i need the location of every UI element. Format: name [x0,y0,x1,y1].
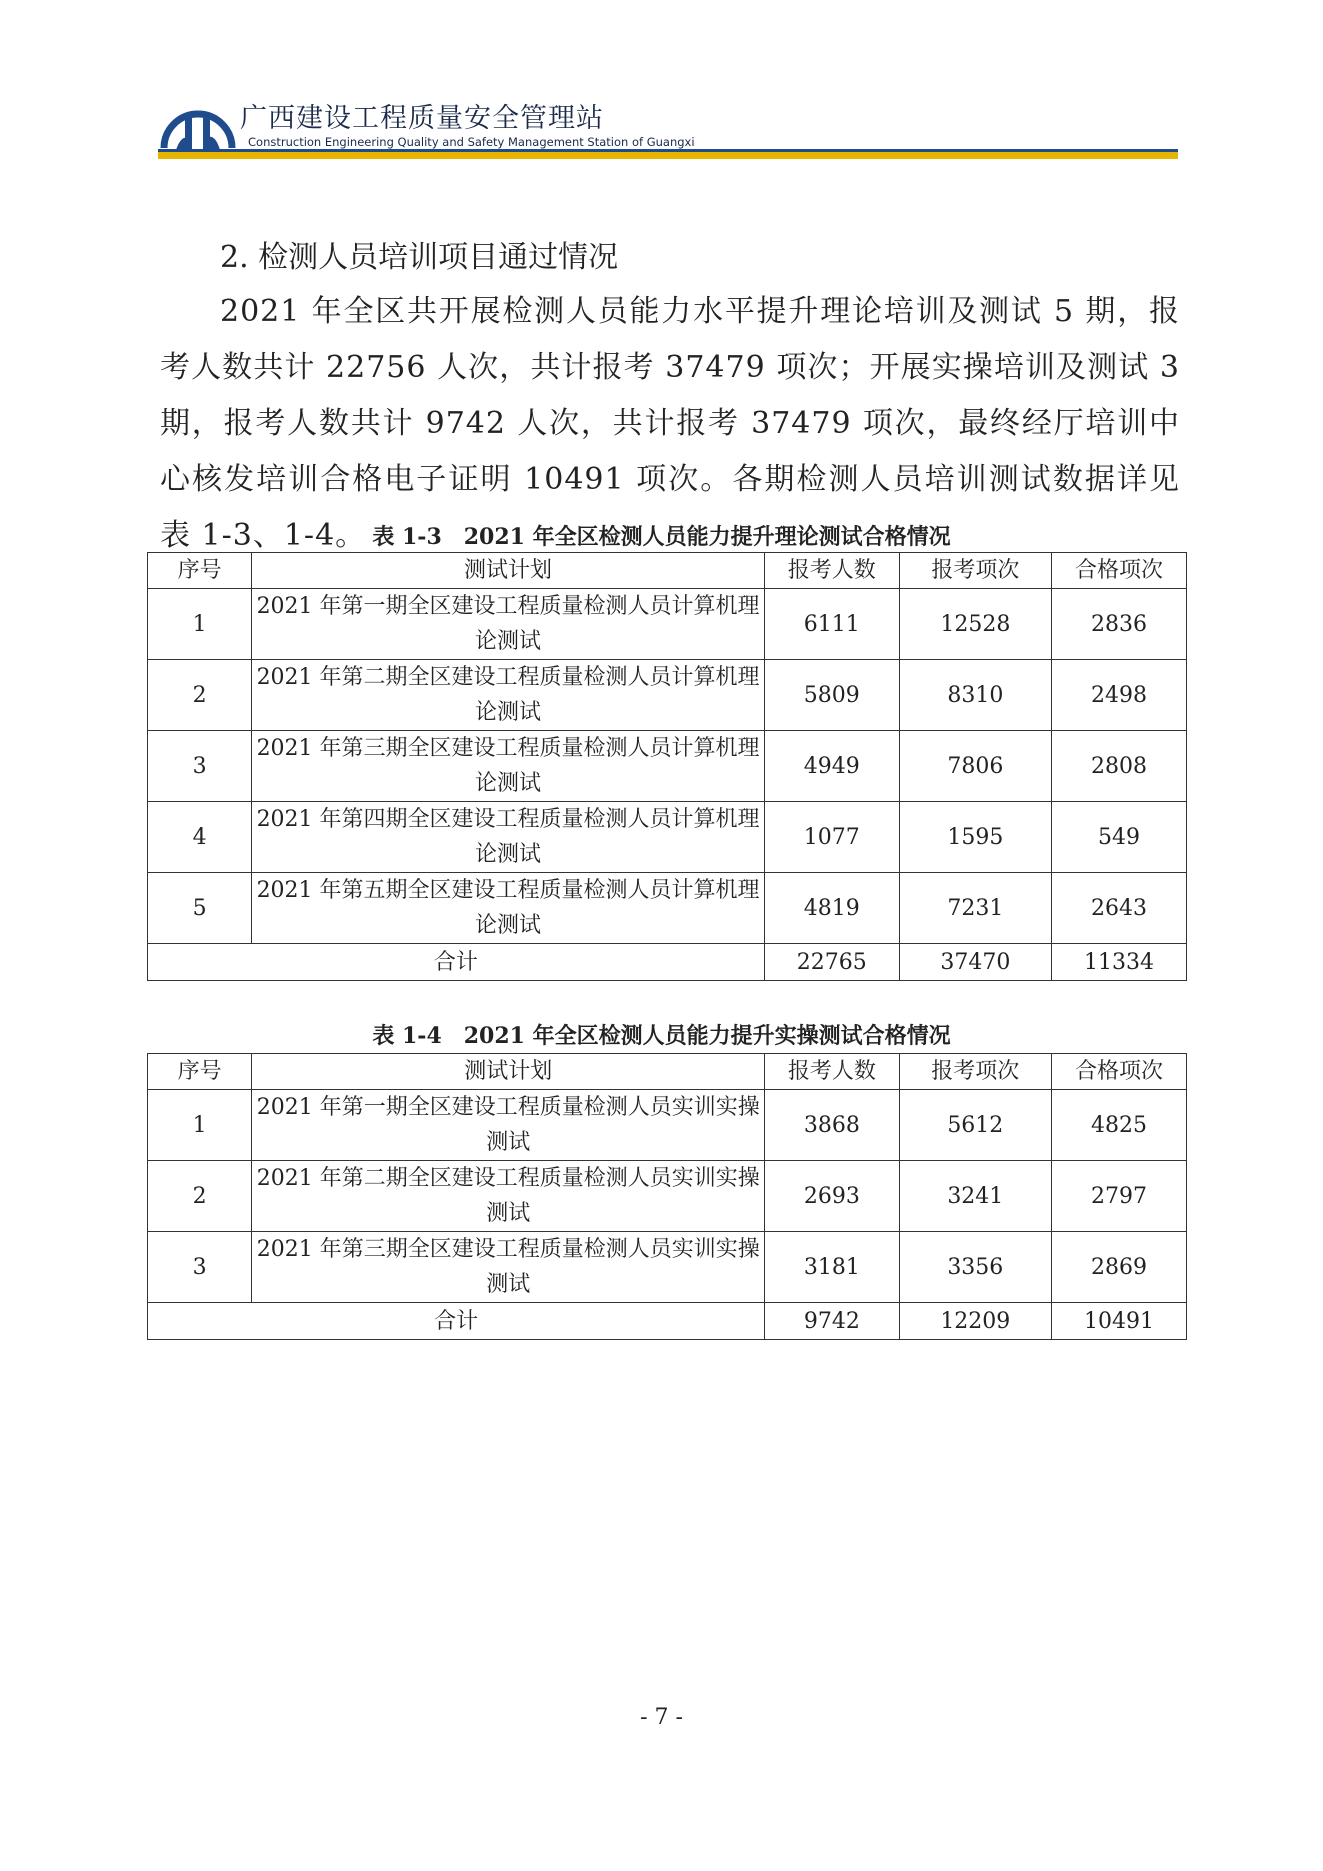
org-name-cn: 广西建设工程质量安全管理站 [240,103,604,134]
passed: 2836 [1052,589,1187,660]
table-row [148,589,1187,660]
items: 3356 [899,1232,1051,1303]
items: 3241 [899,1161,1051,1232]
header-cell: 测试计划 [252,553,765,589]
header-cell: 测试计划 [252,1054,765,1090]
table-row [148,802,1187,873]
table-1-3 [147,552,1187,981]
items: 12528 [899,589,1051,660]
header-cell: 报考项次 [899,553,1051,589]
table-total-row [148,1303,1187,1340]
table-row [148,1232,1187,1303]
table-1-4 [147,1053,1187,1340]
applicants: 2693 [765,1161,899,1232]
passed: 549 [1052,802,1187,873]
test-plan: 2021 年第二期全区建设工程质量检测人员计算机理论测试 [252,660,765,731]
table1-caption: 表 1-3 2021 年全区检测人员能力提升理论测试合格情况 [372,524,951,550]
table-total-row [148,944,1187,981]
row-number: 1 [148,1090,252,1161]
passed: 2643 [1052,873,1187,944]
passed: 2797 [1051,1161,1186,1232]
header-cell: 序号 [148,553,252,589]
table-header-row [148,1054,1187,1090]
header-cell: 合格项次 [1052,553,1187,589]
applicants: 3181 [765,1232,899,1303]
row-number: 3 [148,731,252,802]
test-plan: 2021 年第一期全区建设工程质量检测人员实训实操测试 [252,1090,765,1161]
total-passed: 11334 [1052,944,1187,981]
applicants: 3868 [765,1090,899,1161]
header-cell: 报考人数 [765,1054,899,1090]
total-passed: 10491 [1051,1303,1186,1340]
items: 5612 [899,1090,1051,1161]
total-applicants: 22765 [764,944,899,981]
row-number: 2 [148,660,252,731]
applicants: 6111 [764,589,899,660]
total-label: 合计 [148,1303,765,1340]
passed: 2498 [1052,660,1187,731]
section-title: 2. 检测人员培训项目通过情况 [220,240,619,275]
header-cell: 合格项次 [1051,1054,1186,1090]
items: 7806 [899,731,1051,802]
table-row [148,731,1187,802]
page-number: - 7 - [640,1705,683,1730]
table-row [148,1161,1187,1232]
row-number: 5 [148,873,252,944]
row-number: 1 [148,589,252,660]
org-logo-icon [158,96,238,156]
header-cell: 报考项次 [899,1054,1051,1090]
test-plan: 2021 年第二期全区建设工程质量检测人员实训实操测试 [252,1161,765,1232]
body-paragraph: 2021 年全区共开展检测人员能力水平提升理论培训及测试 5 期，报考人数共计 22756 人次，共计报考 37479 项次；开展实操培训及测试 3 期，报考人数共计 9742 人次，共计报考 37479 项次，最终经厅培训中心核发培训合格电子证明 10491 项次。各期检测人员培训测试数据详见表 1-3、1-4。 [160,294,1180,553]
row-number: 2 [148,1161,252,1232]
row-number: 3 [148,1232,252,1303]
header-rule-gold [158,152,1178,159]
applicants: 1077 [764,802,899,873]
test-plan: 2021 年第五期全区建设工程质量检测人员计算机理论测试 [252,873,765,944]
items: 1595 [899,802,1051,873]
total-label: 合计 [148,944,765,981]
test-plan: 2021 年第三期全区建设工程质量检测人员计算机理论测试 [252,731,765,802]
total-items: 12209 [899,1303,1051,1340]
header-cell: 序号 [148,1054,252,1090]
items: 8310 [899,660,1051,731]
items: 7231 [899,873,1051,944]
applicants: 4819 [764,873,899,944]
table-row [148,1090,1187,1161]
applicants: 4949 [764,731,899,802]
table-header-row [148,553,1187,589]
table-row [148,660,1187,731]
header-cell: 报考人数 [764,553,899,589]
passed: 4825 [1051,1090,1186,1161]
total-items: 37470 [899,944,1051,981]
total-applicants: 9742 [765,1303,899,1340]
passed: 2808 [1052,731,1187,802]
table-row [148,873,1187,944]
row-number: 4 [148,802,252,873]
applicants: 5809 [764,660,899,731]
test-plan: 2021 年第三期全区建设工程质量检测人员实训实操测试 [252,1232,765,1303]
test-plan: 2021 年第一期全区建设工程质量检测人员计算机理论测试 [252,589,765,660]
passed: 2869 [1051,1232,1186,1303]
table2-caption: 表 1-4 2021 年全区检测人员能力提升实操测试合格情况 [372,1023,951,1049]
page-header [158,92,1178,164]
org-name-en: Construction Engineering Quality and Safety Management Station of Guangxi [248,135,695,149]
test-plan: 2021 年第四期全区建设工程质量检测人员计算机理论测试 [252,802,765,873]
